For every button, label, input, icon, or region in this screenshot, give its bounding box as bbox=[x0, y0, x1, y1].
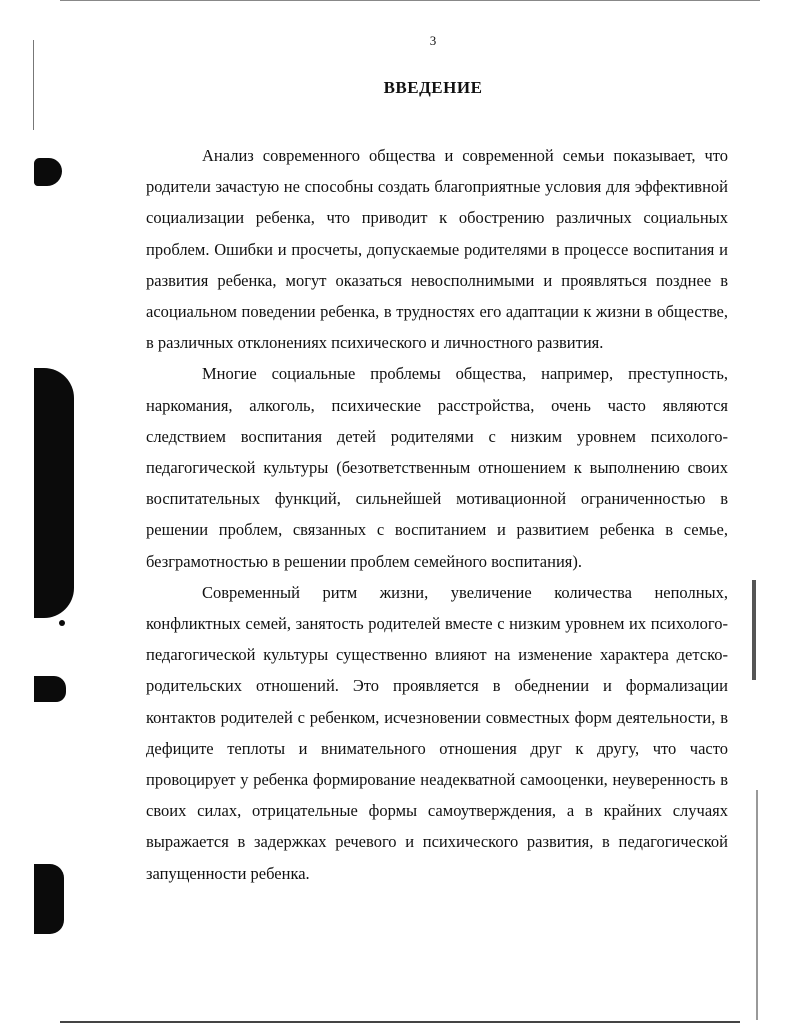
body-text bbox=[146, 140, 728, 889]
paragraph: Анализ современного общества и современной семьи показывает, что родители зачастую не способны создать благоприятные условия для эффективной социализации ребенка, что приводит к обострению различных социальных проблем. Ошибки и просчеты, допускаемые родителями в процессе воспитания и развития ребенка, могут оказаться невосполнимыми и проявляться позднее в асоциальном поведении ребенка, в трудностях его адаптации к жизни в обществе, в различных отклонениях психического и личностного развития. bbox=[146, 146, 728, 353]
binder-hole-mark bbox=[34, 864, 64, 934]
paragraph: Многие социальные проблемы общества, например, преступность, наркомания, алкоголь, психические расстройства, очень часто являются следствием воспитания детей родителями с низким уровнем психолого-педагогической культуры (безответственным отношением к выполнению своих воспитательных функций, сильнейшей мотивационной ограниченностью в решении проблем, связанных с воспитанием и развитием ребенка в семье, безграмотностью в решении проблем семейного воспитания). bbox=[146, 364, 728, 571]
binder-hole-mark bbox=[34, 676, 66, 702]
page-title: ВВЕДЕНИЕ bbox=[383, 78, 483, 97]
binder-hole-mark bbox=[34, 368, 74, 618]
scan-edge-line-bottom bbox=[60, 1021, 740, 1023]
page-number: 3 bbox=[429, 33, 437, 48]
scan-speck bbox=[59, 620, 65, 626]
scan-edge-line-right bbox=[756, 790, 758, 1020]
binder-hole-mark bbox=[34, 158, 62, 186]
scan-edge-line-top bbox=[60, 0, 760, 1]
paragraph: Современный ритм жизни, увеличение количества неполных, конфликтных семей, занятость родителей вместе с низким уровнем их психолого-педагогической культуры существенно влияют на изменение характера детско-родительских отношений. Это проявляется в обеднении и формализации контактов родителей с ребенком, исчезновении совместных форм деятельности, в дефиците теплоты и внимательного отношения друг к другу, что часто провоцирует у ребенка формирование неадекватной самооценки, неуверенность в своих силах, отрицательные формы самоутверждения, а в крайних случаях выражается в задержках речевого и психического развития, в педагогической запущенности ребенка. bbox=[146, 582, 728, 883]
scan-edge-line-right bbox=[752, 580, 756, 680]
